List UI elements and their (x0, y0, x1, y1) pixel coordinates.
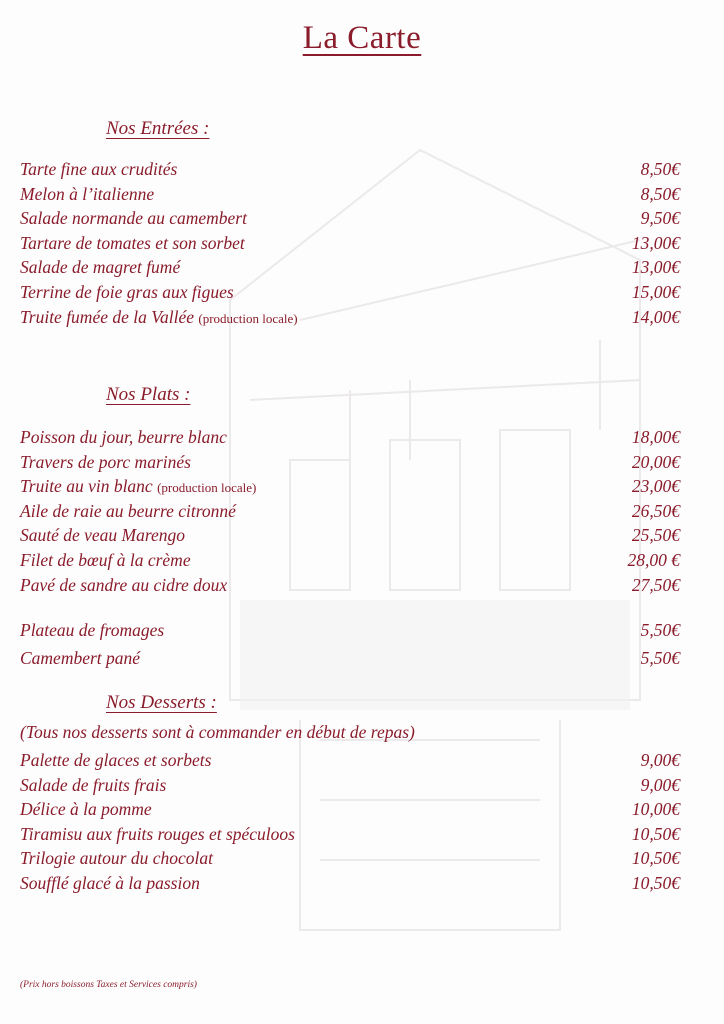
menu-item-label: Filet de bœuf à la crème (20, 550, 191, 570)
menu-item-price: 10,50€ (631, 873, 680, 893)
menu-item-price: 15,00€ (631, 282, 680, 302)
menu-item-name (20, 305, 298, 331)
menu-item-name (20, 523, 185, 547)
desserts-notice: (Tous nos desserts sont à commander en début de repas) (20, 722, 415, 742)
menu-item-name (20, 474, 256, 500)
menu-item (20, 499, 680, 523)
menu-item-price: 18,00€ (631, 427, 680, 447)
menu-item-label: Travers de porc marinés (20, 451, 191, 472)
menu-item-name (20, 182, 154, 206)
menu-item-name (20, 231, 245, 255)
menu-item-label: Tiramisu aux fruits rouges et spéculoos (20, 823, 295, 844)
menu-item-name (20, 748, 211, 772)
menu-item-label: Aile de raie au beurre citronné (20, 500, 236, 521)
menu-item-label: Truite fumée de la Vallée (20, 306, 194, 327)
menu-item-label: Camembert pané (20, 648, 141, 668)
menu-item-label: Tartare de tomates et son sorbet (20, 232, 245, 253)
menu-item-price: 25,50€ (631, 525, 680, 546)
menu-item-note: (production locale) (157, 480, 257, 496)
menu-item-name (20, 846, 213, 870)
menu-item (20, 548, 680, 572)
menu-item (20, 425, 680, 449)
menu-item (20, 797, 680, 821)
menu-item-price: 13,00€ (631, 257, 680, 278)
menu-item-name (20, 618, 164, 642)
menu-item (20, 305, 680, 329)
menu-item-name (20, 871, 200, 895)
menu-item (20, 157, 680, 181)
menu-item-label: Salade de fruits frais (20, 774, 167, 795)
menu-item-name (20, 499, 236, 523)
menu-item-label: Melon à l’italienne (20, 183, 155, 204)
menu-item-price: 10,00€ (631, 799, 680, 820)
menu-item-price: 13,00€ (631, 232, 680, 253)
menu-item-name (20, 425, 227, 449)
menu-item-price: 9,00€ (640, 750, 680, 770)
menu-item-label: Soufflé glacé à la passion (20, 873, 200, 893)
menu-item-price: 8,50€ (640, 159, 680, 179)
menu-item-label: Truite au vin blanc (20, 476, 153, 497)
menu-item-name (20, 822, 295, 846)
menu-item-name (20, 797, 152, 821)
menu-item-price: 10,50€ (631, 823, 680, 844)
menu-item-name (20, 548, 191, 572)
menu-item (20, 773, 680, 797)
menu-item-label: Plateau de fromages (20, 620, 165, 640)
menu-item-price: 23,00€ (631, 476, 680, 497)
menu-item-name (20, 280, 234, 304)
menu-item-name (20, 206, 247, 230)
menu-item-label: Tarte fine aux crudités (20, 159, 178, 179)
section-heading-plats: Nos Plats : (106, 384, 191, 405)
menu-item-name (20, 157, 177, 181)
menu-item-price: 20,00€ (631, 451, 680, 472)
menu-item-price: 9,00€ (640, 774, 680, 795)
menu-item (20, 846, 680, 870)
menu-item-label: Poisson du jour, beurre blanc (20, 427, 227, 447)
menu-item-label: Terrine de foie gras aux figues (20, 282, 234, 302)
menu-item (20, 573, 680, 597)
menu-item (20, 646, 680, 670)
menu-item-price: 5,50€ (640, 620, 680, 640)
menu-item (20, 280, 680, 304)
menu-item-label: Palette de glaces et sorbets (20, 750, 212, 770)
menu-item (20, 255, 680, 279)
menu-item-label: Sauté de veau Marengo (20, 525, 186, 546)
menu-item (20, 618, 680, 642)
menu-item-price: 10,50€ (631, 848, 680, 869)
menu-item-price: 14,00€ (631, 306, 680, 327)
menu-item-price: 9,50€ (640, 208, 680, 229)
menu-item-note: (production locale) (198, 310, 298, 326)
menu-item-name (20, 573, 227, 597)
menu-item-label: Délice à la pomme (20, 799, 152, 820)
menu-item-price: 26,50€ (631, 500, 680, 521)
section-heading-entrees: Nos Entrées : (106, 118, 210, 139)
price-footnote: (Prix hors boissons Taxes et Services compris) (20, 980, 197, 990)
menu-item (20, 822, 680, 846)
menu-item-price: 28,00 € (627, 550, 680, 570)
menu-item-label: Pavé de sandre au cidre doux (20, 574, 228, 595)
page-title: La Carte (302, 20, 422, 56)
menu-item-label: Salade normande au camembert (20, 208, 247, 229)
menu-item-name (20, 450, 191, 474)
menu-item-price: 8,50€ (640, 183, 680, 204)
menu-item-label: Salade de magret fumé (20, 257, 181, 278)
menu-item-name (20, 646, 140, 670)
menu-item-price: 5,50€ (640, 648, 680, 668)
menu-item (20, 450, 680, 474)
menu-item-name (20, 773, 166, 797)
menu-item-price: 27,50€ (631, 574, 680, 595)
menu-item (20, 748, 680, 772)
menu-item (20, 182, 680, 206)
menu-item-name (20, 255, 180, 279)
section-heading-desserts: Nos Desserts : (106, 692, 217, 713)
menu-item (20, 206, 680, 230)
menu-item (20, 871, 680, 895)
menu-item-label: Trilogie autour du chocolat (20, 848, 213, 869)
menu-item (20, 523, 680, 547)
menu-item (20, 231, 680, 255)
menu-item (20, 474, 680, 498)
